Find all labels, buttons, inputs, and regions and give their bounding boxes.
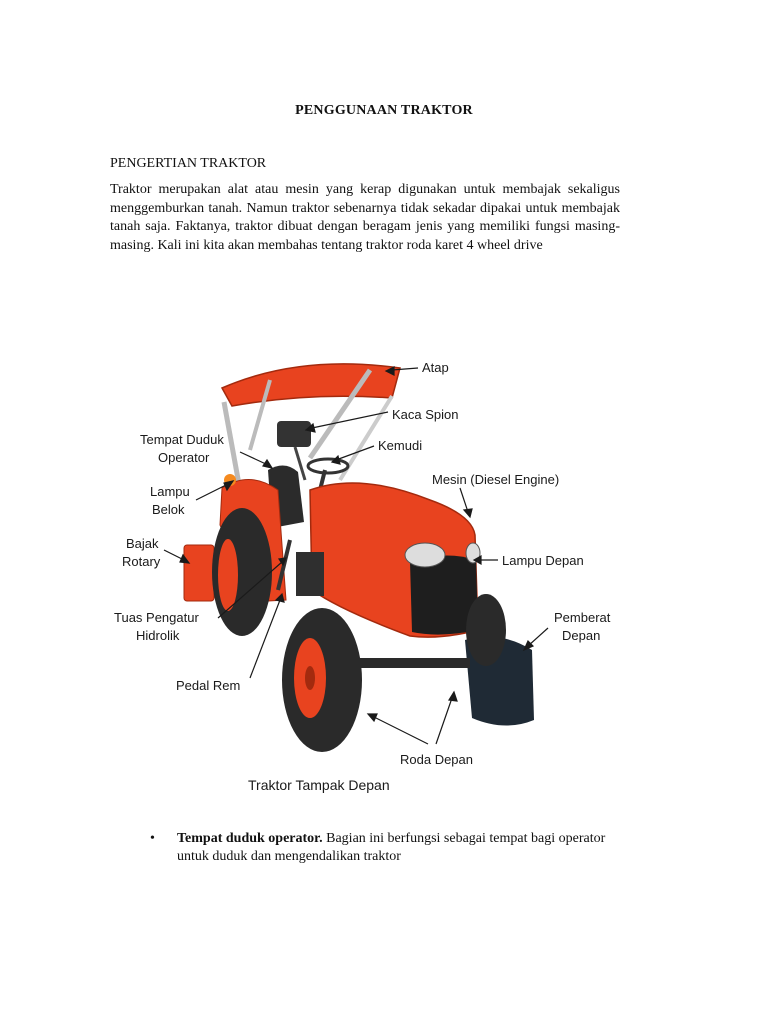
bullet-text: Bagian ini berfungsi sebagai tempat bagi operator untuk duduk dan mengendalikan traktor bbox=[177, 831, 606, 864]
label-kaca-spion: Kaca Spion bbox=[392, 407, 459, 422]
label-pemberat-1: Pemberat bbox=[554, 610, 611, 625]
bullet-term: Tempat duduk operator. bbox=[177, 831, 323, 846]
label-tempat-duduk-1: Tempat Duduk bbox=[140, 432, 224, 447]
label-lampu-belok-1: Lampu bbox=[150, 484, 190, 499]
label-lampu-belok-2: Belok bbox=[152, 502, 185, 517]
canopy-roof bbox=[222, 364, 400, 406]
label-pemberat-2: Depan bbox=[562, 628, 601, 643]
label-kemudi: Kemudi bbox=[378, 438, 423, 453]
label-bajak-1: Bajak bbox=[126, 536, 159, 551]
front-tire-right bbox=[466, 594, 506, 666]
label-bajak-2: Rotary bbox=[122, 554, 161, 569]
tractor-diagram bbox=[100, 340, 640, 810]
label-tuas-1: Tuas Pengatur bbox=[114, 610, 199, 625]
label-roda-depan: Roda Depan bbox=[400, 752, 473, 767]
label-mesin: Mesin (Diesel Engine) bbox=[432, 472, 560, 487]
label-atap: Atap bbox=[422, 360, 449, 375]
headlight-left bbox=[405, 543, 445, 567]
steering-wheel bbox=[308, 459, 348, 473]
label-tuas-2: Hidrolik bbox=[136, 628, 180, 643]
mirror bbox=[277, 421, 311, 447]
bullet-list bbox=[150, 830, 620, 866]
label-tempat-duduk-2: Operator bbox=[158, 450, 210, 465]
document-title: PENGGUNAAN TRAKTOR bbox=[295, 103, 473, 118]
intro-paragraph: Traktor merupakan alat atau mesin yang kerap digunakan untuk membajak sekaligus menggemburkan tanah. Namun traktor sebenarnya tidak sekadar dipakai untuk membajak tanah saja. Faktanya, traktor dibuat dengan beragam jenis yang memiliki fungsi masing-masing. Kali ini kita akan membahas tentang traktor roda karet 4 wheel drive bbox=[110, 182, 620, 253]
section-heading: PENGERTIAN TRAKTOR bbox=[110, 156, 267, 171]
rotary-plough bbox=[184, 545, 214, 601]
list-item bbox=[150, 830, 620, 866]
tractor-figure bbox=[100, 340, 640, 810]
bullet-dot-icon: • bbox=[150, 831, 155, 846]
label-lampu-depan: Lampu Depan bbox=[502, 553, 584, 568]
label-pedal-rem: Pedal Rem bbox=[176, 678, 241, 693]
figure-caption: Traktor Tampak Depan bbox=[248, 777, 390, 793]
